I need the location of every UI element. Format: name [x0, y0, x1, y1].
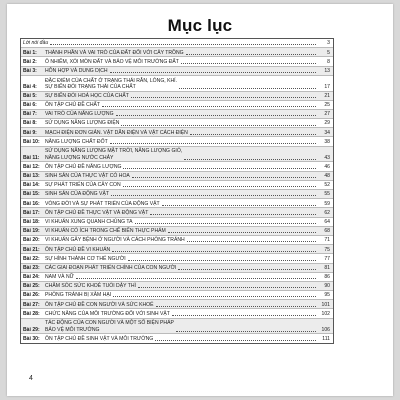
toc-leader-dots [112, 250, 316, 252]
toc-entry-page: 75 [324, 246, 330, 253]
toc-entry-row [21, 48, 333, 57]
toc-leader-dots [150, 213, 316, 215]
toc-leader-dots [138, 286, 316, 288]
toc-entry-page: 8 [327, 58, 330, 65]
toc-leader-dots [172, 314, 316, 316]
toc-entry-label: Bài 7: [23, 111, 37, 118]
toc-leader-dots [190, 133, 316, 135]
toc-leader-dots [116, 114, 316, 116]
toc-entry-label: Bài 22: [23, 255, 40, 262]
toc-entry-title: ÔN TẬP CHỦ ĐỀ SINH VẬT VÀ MÔI TRƯỜNG [45, 335, 154, 342]
toc-entry-label: Bài 6: [23, 102, 37, 109]
toc-entry-row [21, 227, 333, 236]
toc-entry-row [21, 319, 333, 335]
toc-entry-title: Ô NHIỄM, XÓI MÒN ĐẤT VÀ BẢO VỆ MÔI TRƯỜNG ĐẤT [45, 58, 179, 65]
toc-entry-title: ÔN TẬP CHỦ ĐỀ CHẤT [45, 102, 101, 109]
toc-entry-title: SỬ DỤNG NĂNG LƯỢNG MẶT TRỜI, NĂNG LƯỢNG GIÓ, NĂNG LƯỢNG NƯỚC CHẢY [45, 148, 183, 161]
toc-entry-page: 95 [324, 292, 330, 299]
toc-entry-label: Bài 17: [23, 209, 40, 216]
toc-entry-label: Bài 9: [23, 129, 37, 136]
toc-entry-page: 29 [324, 120, 330, 127]
toc-entry-label: Bài 5: [23, 92, 37, 99]
toc-entry-label: Bài 12: [23, 163, 40, 170]
toc-entry-row [21, 110, 333, 119]
toc-leader-dots [113, 295, 316, 297]
toc-leader-dots [187, 240, 316, 242]
toc-entry-row [21, 199, 333, 208]
toc-entry-row [21, 264, 333, 273]
toc-entry-label: Bài 27: [23, 301, 40, 308]
toc-entry-page: 5 [327, 49, 330, 56]
toc-entry-label: Bài 2: [23, 58, 37, 65]
toc-entry-page: 59 [324, 200, 330, 207]
toc-entry-title: ÔN TẬP CHỦ ĐỀ NĂNG LƯỢNG [45, 163, 122, 170]
toc-leader-dots [179, 87, 316, 89]
toc-leader-dots [102, 105, 316, 107]
toc-leader-dots [135, 222, 316, 224]
toc-entry-title: MẠCH ĐIỆN ĐƠN GIẢN. VẬT DẪN ĐIỆN VÀ VẬT CÁCH ĐIỆN [45, 129, 188, 136]
toc-leader-dots [168, 231, 316, 233]
toc-leader-dots [176, 330, 316, 332]
toc-entry-title: SỰ PHÁT TRIỂN CỦA CÂY CON [45, 182, 121, 189]
toc-entry-title: ÔN TẬP CHỦ ĐỀ VI KHUẨN [45, 246, 111, 253]
toc-entry-label: Bài 20: [23, 237, 40, 244]
toc-leader-dots [110, 71, 316, 73]
toc-entry-row [21, 162, 333, 171]
toc-entry-row [21, 300, 333, 309]
toc-leader-dots [181, 62, 316, 64]
toc-entry-page: 71 [324, 237, 330, 244]
toc-entry-row [21, 190, 333, 199]
toc-entry-label: Bài 14: [23, 182, 40, 189]
toc-entry-label: Bài 11: [23, 154, 40, 161]
toc-entry-label: Bài 30: [23, 335, 40, 342]
toc-entry-page: 52 [324, 182, 330, 189]
toc-entry-title: ÔN TẬP CHỦ ĐỀ THỰC VẬT VÀ ĐỘNG VẬT [45, 209, 149, 216]
toc-entry-row [21, 282, 333, 291]
toc-entry-label: Bài 18: [23, 218, 40, 225]
toc-leader-dots [131, 96, 316, 98]
toc-entry-title: THÀNH PHẦN VÀ VAI TRÒ CỦA ĐẤT ĐỐI VỚI CÂY TRỒNG [45, 49, 184, 56]
toc-entry-title: HỖN HỢP VÀ DUNG DỊCH [45, 67, 108, 74]
toc-entry-page: 17 [324, 83, 330, 90]
toc-entry-row [21, 254, 333, 263]
toc-entry-page: 111 [322, 335, 330, 342]
toc-entry-page: 90 [324, 283, 330, 290]
toc-entry-row [21, 57, 333, 66]
toc-leader-dots [50, 43, 316, 45]
toc-entry-title: SỬ DỤNG NĂNG LƯỢNG ĐIỆN [45, 120, 120, 127]
toc-entry-page: 34 [324, 129, 330, 136]
toc-intro-text: Lời nói đầu [23, 40, 49, 47]
toc-leader-dots [184, 158, 316, 160]
toc-leader-dots [128, 259, 316, 261]
toc-entry-title: PHÒNG TRÁNH BỊ XÂM HẠI [45, 292, 112, 299]
toc-entry-page: 106 [321, 326, 330, 333]
toc-entry-row [21, 334, 333, 342]
toc-entry-page: 68 [324, 228, 330, 235]
toc-entry-row [21, 218, 333, 227]
toc-entry-page: 43 [324, 154, 330, 161]
toc-entry-row [21, 181, 333, 190]
toc-entry-row [21, 128, 333, 137]
toc-entry-row [21, 137, 333, 146]
toc-entry-title: CHĂM SÓC SỨC KHOẺ TUỔI DẬY THÌ [45, 283, 136, 290]
toc-leader-dots [156, 305, 316, 307]
toc-entry-row [21, 273, 333, 282]
toc-entry-page: 86 [324, 274, 330, 281]
toc-entry-title: VÒNG ĐỜI VÀ SỰ PHÁT TRIỂN CỦA ĐỘNG VẬT [45, 200, 160, 207]
toc-leader-dots [76, 277, 316, 279]
toc-entry-title: SỰ BIẾN ĐỔI HOÁ HỌC CỦA CHẤT [45, 92, 129, 99]
toc-entry-page: 21 [324, 92, 330, 99]
toc-leader-dots [178, 268, 316, 270]
toc-entry-label: Bài 26: [23, 292, 40, 299]
toc-entry-page: 81 [324, 264, 330, 271]
toc-entry-label: Bài 3: [23, 67, 37, 74]
toc-entry-row [21, 291, 333, 300]
toc-entry-page: 27 [324, 111, 330, 118]
toc-intro-page: 3 [327, 40, 330, 47]
toc-entry-label: Bài 13: [23, 173, 40, 180]
toc-entry-title: VI KHUẨN GÂY BỆNH Ở NGƯỜI VÀ CÁCH PHÒNG TRÁNH [45, 237, 185, 244]
toc-entry-page: 55 [324, 191, 330, 198]
toc-entry-title: NAM VÀ NỮ [45, 274, 74, 281]
toc-leader-dots [121, 124, 316, 126]
toc-leader-dots [186, 53, 316, 55]
toc-entry-label: Bài 16: [23, 200, 40, 207]
toc-entry-title: NĂNG LƯỢNG CHẤT ĐỐT [45, 138, 108, 145]
toc-entry-label: Bài 4: [23, 83, 37, 90]
toc-entry-label: Bài 1: [23, 49, 37, 56]
toc-entry-title: ĐẶC ĐIỂM CỦA CHẤT Ở TRẠNG THÁI RẮN, LỎNG, KHÍ. SỰ BIẾN ĐỔI TRẠNG THÁI CỦA CHẤT [45, 77, 178, 90]
toc-entry-row [21, 172, 333, 181]
table-of-contents [20, 38, 334, 344]
toc-entry-row [21, 245, 333, 254]
toc-leader-dots [110, 142, 316, 144]
toc-entry-row [21, 208, 333, 217]
page-number: 4 [29, 375, 33, 382]
toc-leader-dots [162, 204, 316, 206]
toc-entry-title: CHỨC NĂNG CỦA MÔI TRƯỜNG ĐỐI VỚI SINH VẬT [45, 310, 170, 317]
toc-entry-row [21, 76, 333, 92]
toc-entry-page: 13 [324, 67, 330, 74]
toc-entry-title: VAI TRÒ CỦA NĂNG LƯỢNG [45, 111, 114, 118]
toc-entry-row [21, 67, 333, 76]
toc-entry-title: VI KHUẨN CÓ ÍCH TRONG CHẾ BIẾN THỰC PHẨM [45, 228, 166, 235]
toc-leader-dots [123, 167, 316, 169]
toc-leader-dots [111, 194, 316, 196]
toc-entry-title: CÁC GIAI ĐOẠN PHÁT TRIỂN CHÍNH CỦA CON NGƯỜI [45, 264, 177, 271]
toc-entry-row [21, 119, 333, 128]
toc-entry-page: 48 [324, 173, 330, 180]
toc-entry-page: 102 [321, 310, 330, 317]
toc-leader-dots [132, 176, 316, 178]
toc-entry-page: 64 [324, 218, 330, 225]
toc-entry-row [21, 101, 333, 110]
toc-entry-row [21, 147, 333, 163]
page-title: Mục lục [167, 16, 233, 35]
toc-entry-row [21, 309, 333, 318]
toc-entry-page: 77 [324, 255, 330, 262]
toc-entry-title: ÔN TẬP CHỦ ĐỀ CON NGƯỜI VÀ SỨC KHOẺ [45, 301, 154, 308]
toc-entry-row [21, 236, 333, 245]
toc-entry-label: Bài 21: [23, 246, 40, 253]
toc-entry-title: VI KHUẨN XUNG QUANH CHÚNG TA [45, 218, 133, 225]
toc-entry-label: Bài 19: [23, 228, 40, 235]
toc-entry-label: Bài 10: [23, 138, 40, 145]
toc-entry-title: TÁC ĐỘNG CỦA CON NGƯỜI VÀ MỘT SỐ BIỆN PHÁP BẢO VỆ MÔI TRƯỜNG [45, 320, 174, 333]
toc-entry-label: Bài 23: [23, 264, 40, 271]
toc-entry-row [21, 92, 333, 101]
toc-entry-page: 101 [321, 301, 330, 308]
toc-intro-row [21, 39, 333, 48]
toc-entry-title: SINH SẢN CỦA ĐỘNG VẬT [45, 191, 109, 198]
toc-entry-label: Bài 8: [23, 120, 37, 127]
toc-entry-label: Bài 15: [23, 191, 40, 198]
toc-entry-label: Bài 28: [23, 310, 40, 317]
toc-entry-page: 62 [324, 209, 330, 216]
toc-entry-title: SINH SẢN CỦA THỰC VẬT CÓ HOA [45, 173, 130, 180]
toc-leader-dots [123, 185, 316, 187]
toc-entry-page: 38 [324, 138, 330, 145]
toc-entry-label: Bài 24: [23, 274, 40, 281]
toc-entry-label: Bài 29: [23, 326, 40, 333]
toc-entry-page: 25 [324, 102, 330, 109]
toc-entry-label: Bài 25: [23, 283, 40, 290]
toc-entry-title: SỰ HÌNH THÀNH CƠ THỂ NGƯỜI [45, 255, 126, 262]
toc-leader-dots [155, 339, 316, 341]
book-page [7, 4, 393, 396]
toc-entry-page: 46 [324, 163, 330, 170]
